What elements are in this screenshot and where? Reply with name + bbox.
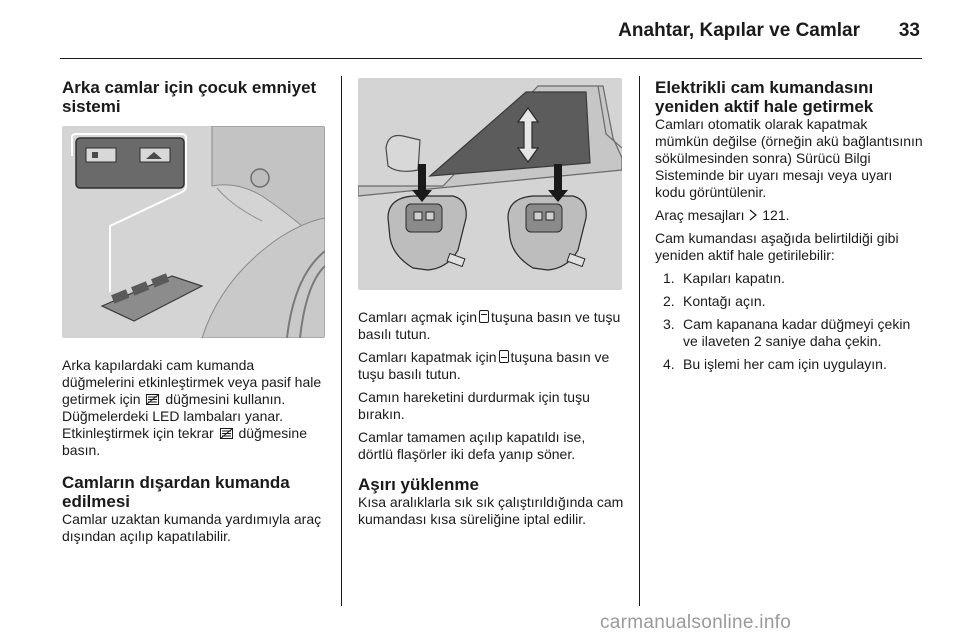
child-lock-text-b: düğmesini kullanın. Düğmelerdeki LED lambaları yanar. Etkinleştirmek için tekrar xyxy=(62,391,286,441)
overload-paragraph: Kısa aralıklarla sık sık çalıştırıldığında cam kumandası kısa süreliğine iptal edilir. xyxy=(358,494,624,527)
list-item xyxy=(655,316,923,350)
window-open-button-icon xyxy=(479,310,489,323)
column-3 xyxy=(655,78,923,379)
step-text: Cam kapanana kadar düğmeyi çekin ve ilaveten 2 saniye daha çekin. xyxy=(683,316,911,349)
step-text: Bu işlemi her cam için uygulayın. xyxy=(683,356,887,372)
door-switch-illustration xyxy=(62,126,325,338)
remote-key-illustration xyxy=(358,78,622,290)
page-reference-icon xyxy=(749,209,757,221)
column-divider-1 xyxy=(341,76,342,606)
step-number: 2. xyxy=(663,293,675,309)
header-divider xyxy=(60,58,922,59)
step-number: 3. xyxy=(663,316,675,332)
step-number: 1. xyxy=(663,270,675,286)
open-windows-text-a: Camları açmak için xyxy=(358,309,478,325)
reactivate-method-paragraph: Cam kumandası aşağıda belirtildiği gibi yeniden aktif hale getirilebilir: xyxy=(655,230,899,263)
section-heading-child-lock: Arka camlar için çocuk emniyet sistemi xyxy=(62,78,317,116)
column-divider-2 xyxy=(639,76,640,606)
close-windows-text-a: Camları kapatmak için xyxy=(358,349,497,365)
open-windows-text-b: tuşuna basın ve tuşu basılı tutun. xyxy=(358,309,621,342)
column-1 xyxy=(62,78,327,551)
list-item xyxy=(655,293,923,310)
child-lock-icon xyxy=(220,428,233,439)
list-item xyxy=(655,270,923,287)
reactivate-steps-list xyxy=(655,270,923,373)
vehicle-messages-page: 121. xyxy=(762,207,790,223)
site-watermark: carmanualsonline.info xyxy=(600,612,792,633)
section-heading-overload: Aşırı yüklenme xyxy=(358,475,479,494)
stop-window-paragraph: Camın hareketini durdurmak için tuşu bırakın. xyxy=(358,389,590,422)
reactivate-intro-paragraph: Camları otomatik olarak kapatmak mümkün değilse (örneğin akü bağlantısının sökülmesinden sonra) Sürücü Bilgi Sisteminde bir uyarı mesajı veya uyarı kodu görüntülenir. xyxy=(655,116,923,200)
hazard-flash-paragraph: Camlar tamamen açılıp kapatıldı ise, dörtlü flaşörler iki defa yanıp söner. xyxy=(358,429,586,462)
section-heading-reactivate: Elektrikli cam kumandasını yeniden aktif hale getirmek xyxy=(655,78,874,116)
child-lock-text-c: düğmesine basın. xyxy=(62,425,307,458)
close-windows-paragraph xyxy=(358,349,624,383)
child-lock-paragraph xyxy=(62,357,327,459)
column-2 xyxy=(358,78,624,534)
step-text: Kontağı açın. xyxy=(683,293,766,309)
step-text: Kapıları kapatın. xyxy=(683,270,785,286)
remote-paragraph: Camlar uzaktan kumanda yardımıyla araç dışından açılıp kapatılabilir. xyxy=(62,511,322,544)
section-heading-remote: Camların dışardan kumanda edilmesi xyxy=(62,473,290,511)
list-item xyxy=(655,356,923,373)
window-close-button-icon xyxy=(499,350,509,363)
open-windows-paragraph xyxy=(358,309,624,343)
step-number: 4. xyxy=(663,356,675,372)
child-lock-icon xyxy=(146,394,159,405)
vehicle-messages-label: Araç mesajları xyxy=(655,207,745,223)
page-number: 33 xyxy=(898,20,920,41)
child-lock-text-a: Arka kapılardaki cam kumanda düğmelerini etkinleştirmek veya pasif hale getirmek için xyxy=(62,357,322,407)
vehicle-messages-reference xyxy=(655,207,923,224)
running-header-title: Anahtar, Kapılar ve Camlar xyxy=(618,20,860,41)
close-windows-text-b: tuşuna basın ve tuşu basılı tutun. xyxy=(358,349,610,382)
